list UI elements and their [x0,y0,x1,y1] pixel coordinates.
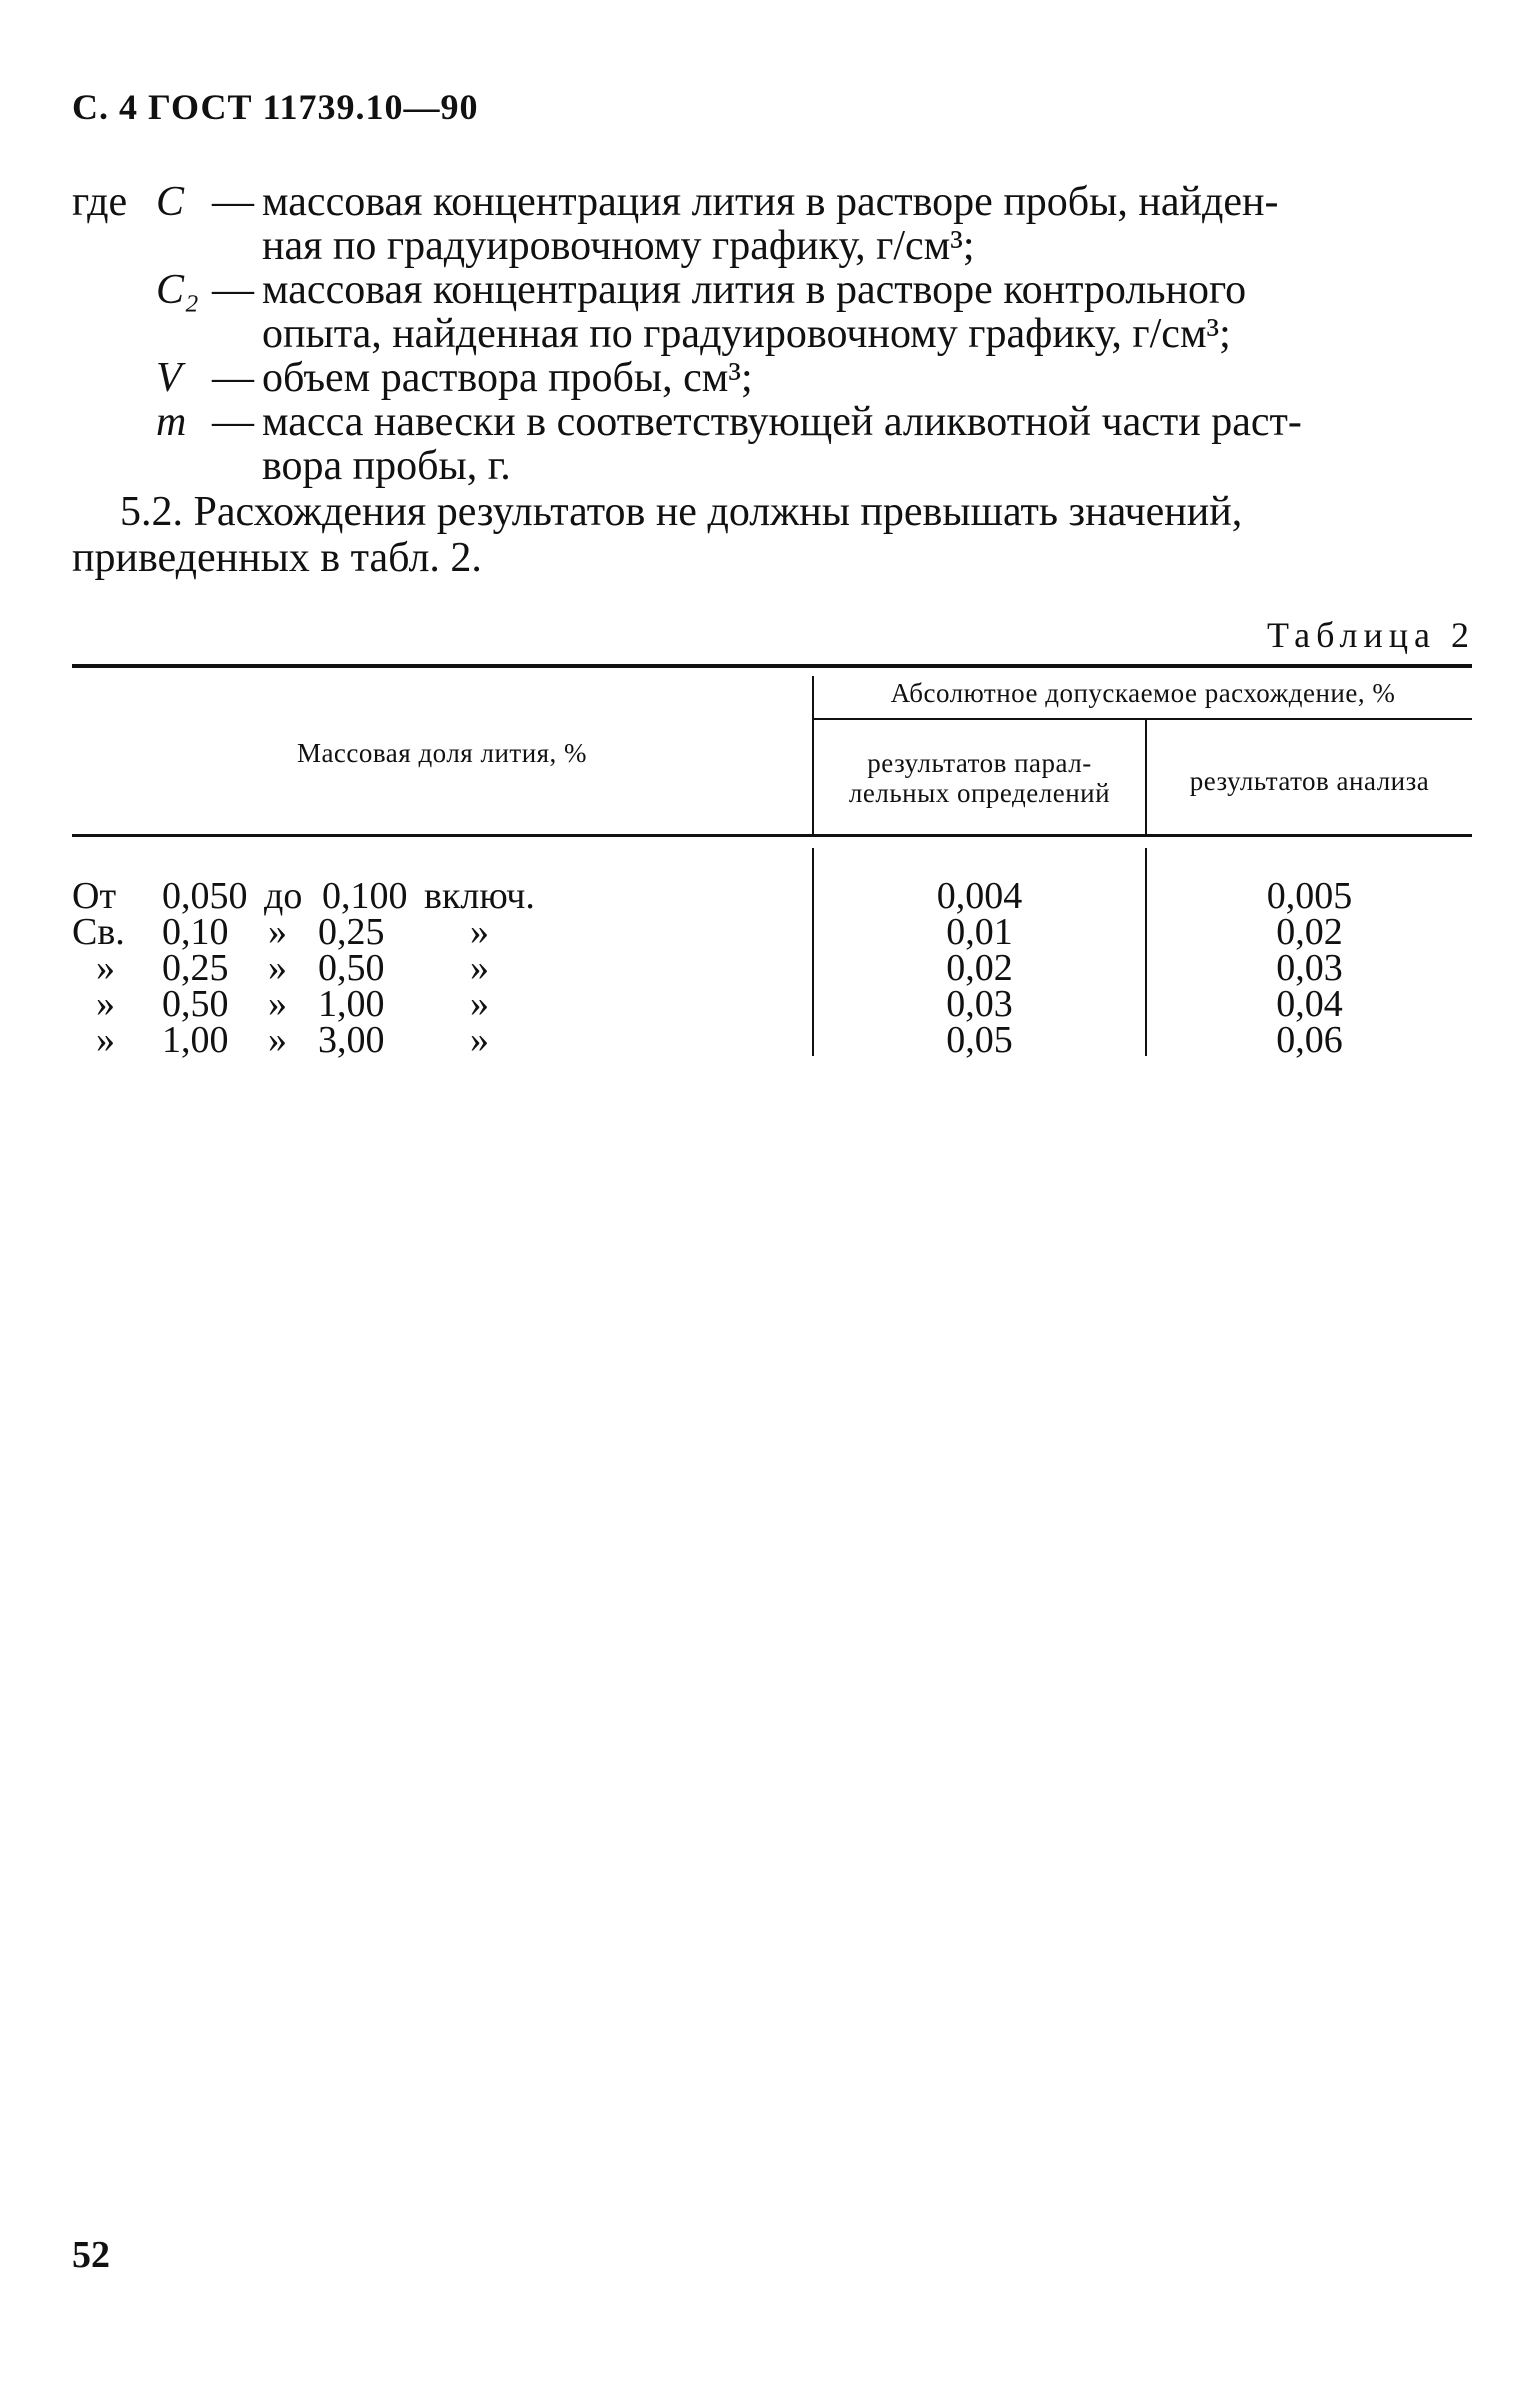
running-header: С. 4 ГОСТ 11739.10—90 [72,87,479,127]
row-from: 0,50 [162,983,229,1025]
row-parallel-value: 0,01 [946,911,1013,953]
row-conj: » [268,911,287,953]
col-header-analysis: результатов анализа [1189,766,1430,796]
def-c2-line2: опыта, найденная по градуировочному графику, г/см³; [262,311,1231,357]
row-parallel-value: 0,03 [946,983,1013,1025]
row-prefix: Св. [72,911,125,953]
col-header-parallel-line1: результатов парал- [867,748,1092,778]
dash-m: — [212,399,254,445]
def-m-line2: вора пробы, г. [262,443,511,489]
row-conj: » [268,947,287,989]
row-to: 0,100 [322,875,408,917]
symbol-v: V [156,355,182,401]
row-from: 0,10 [162,911,229,953]
def-c2-line1: массовая концентрация лития в растворе контрольного [262,267,1247,313]
symbol-c: C [156,179,185,225]
row-from: 0,25 [162,947,229,989]
col-header-parallel-line2: лельных определений [848,778,1111,808]
row-conj: до [264,875,303,917]
table-top-rule [72,664,1472,668]
row-analysis-value: 0,04 [1276,983,1343,1025]
dash-c: — [212,179,254,225]
def-m-line1: масса навески в соответствующей аликвотной части раст- [262,399,1302,445]
row-parallel-value: 0,004 [936,875,1023,917]
symbol-m: m [156,399,187,445]
row-prefix: » [96,947,115,989]
group-header-discrepancy: Абсолютное допускаемое расхождение, % [890,678,1396,708]
row-suffix: » [470,947,489,989]
col-header-mass-fraction: Массовая доля лития, % [296,738,588,768]
row-from: 0,050 [162,875,248,917]
row-parallel-value: 0,05 [946,1019,1013,1061]
paragraph-5-2-line2: приведенных в табл. 2. [72,535,482,581]
row-suffix: » [470,1019,489,1061]
row-prefix: » [96,1019,115,1061]
row-to: 0,25 [318,911,385,953]
def-c-line1: массовая концентрация лития в растворе пробы, найден- [262,179,1279,225]
where-lead: где [72,179,128,225]
row-analysis-value: 0,02 [1276,911,1343,953]
def-c-line2: ная по градуировочному графику, г/см³; [262,223,975,269]
dash-c2: — [212,267,254,313]
row-to: 3,00 [318,1019,385,1061]
row-prefix: От [72,875,117,917]
row-parallel-value: 0,02 [946,947,1013,989]
header-bottom-rule [72,834,1472,837]
symbol-c2: C₂ [156,267,199,313]
row-suffix: » [470,983,489,1025]
def-v-line1: объем раствора пробы, см³; [262,355,753,401]
table-caption: Таблица 2 [1267,615,1475,655]
paragraph-5-2-line1: 5.2. Расхождения результатов не должны превышать значений, [120,489,1243,535]
row-analysis-value: 0,06 [1276,1019,1343,1061]
row-conj: » [268,1019,287,1061]
row-suffix: » [470,911,489,953]
dash-v: — [212,355,254,401]
row-prefix: » [96,983,115,1025]
row-suffix: включ. [424,875,535,917]
row-analysis-value: 0,03 [1276,947,1343,989]
row-to: 1,00 [318,983,385,1025]
row-from: 1,00 [162,1019,229,1061]
row-analysis-value: 0,005 [1266,875,1353,917]
group-header-rule [812,718,1472,720]
page-number: 52 [72,2234,110,2276]
row-conj: » [268,983,287,1025]
row-to: 0,50 [318,947,385,989]
